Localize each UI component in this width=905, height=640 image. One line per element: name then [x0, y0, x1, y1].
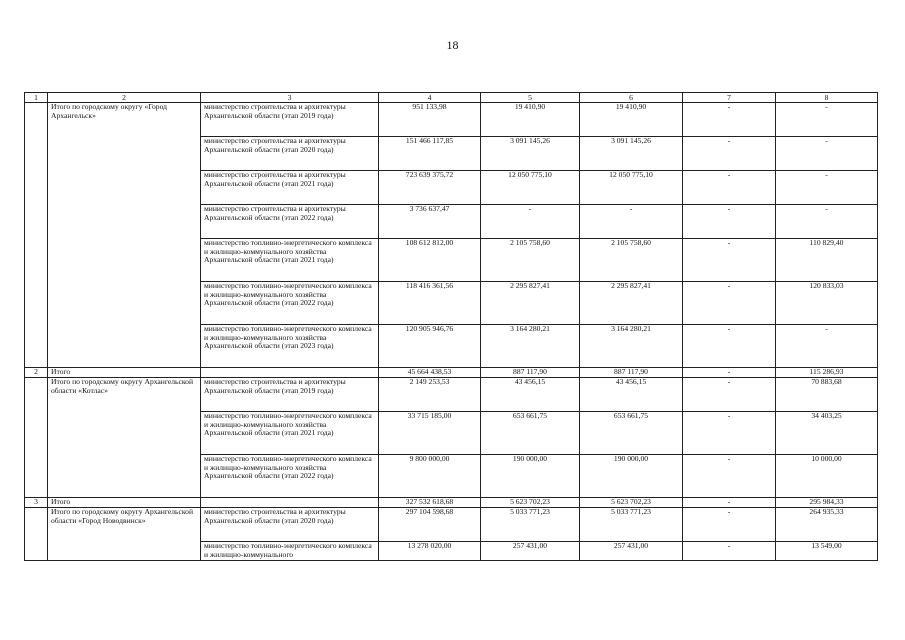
value-cell: - — [683, 171, 776, 205]
value-cell: 5 033 771,23 — [580, 508, 683, 542]
value-cell: 2 105 758,60 — [481, 239, 580, 282]
value-cell: 33 715 185,00 — [379, 412, 481, 455]
value-cell: 10 000,00 — [776, 455, 878, 498]
value-cell: - — [683, 542, 776, 561]
total-label: Итого — [48, 368, 201, 378]
value-cell: - — [683, 498, 776, 508]
value-cell: 297 104 598,68 — [379, 508, 481, 542]
ministry-cell: министерство строительства и архитектуры Архангельской области (этап 2020 года) — [201, 508, 379, 542]
column-number: 7 — [683, 93, 776, 103]
ministry-cell: министерство топливно-энергетического комплекса и жилищно-коммунального — [201, 542, 379, 561]
value-cell: 5 623 702,23 — [580, 498, 683, 508]
row-index — [25, 378, 48, 498]
value-cell: - — [683, 368, 776, 378]
column-number: 5 — [481, 93, 580, 103]
ministry-cell — [201, 368, 379, 378]
value-cell: 120 833,03 — [776, 282, 878, 325]
municipality-name: Итого по городскому округу «Город Архангельск» — [48, 103, 201, 368]
value-cell: 45 664 438,53 — [379, 368, 481, 378]
value-cell: 2 295 827,41 — [481, 282, 580, 325]
value-cell: - — [683, 103, 776, 137]
value-cell: 887 117,90 — [481, 368, 580, 378]
value-cell: 3 091 145,26 — [580, 137, 683, 171]
row-index — [25, 103, 48, 368]
ministry-cell: министерство топливно-энергетического комплекса и жилищно-коммунального хозяйства Архангельской области (этап 2022 года) — [201, 455, 379, 498]
value-cell: 19 410,90 — [481, 103, 580, 137]
row-index: 2 — [25, 368, 48, 378]
total-row — [25, 368, 878, 378]
value-cell: 5 033 771,23 — [481, 508, 580, 542]
value-cell: 951 133,98 — [379, 103, 481, 137]
value-cell: 887 117,90 — [580, 368, 683, 378]
value-cell: 13 278 020,00 — [379, 542, 481, 561]
value-cell: 70 883,68 — [776, 378, 878, 412]
value-cell: 34 403,25 — [776, 412, 878, 455]
budget-table — [24, 92, 878, 561]
value-cell: 190 000,00 — [580, 455, 683, 498]
table-row — [25, 103, 878, 137]
value-cell: - — [683, 205, 776, 239]
value-cell: - — [683, 239, 776, 282]
ministry-cell — [201, 498, 379, 508]
value-cell: 3 164 280,21 — [481, 325, 580, 368]
value-cell: 12 050 775,10 — [580, 171, 683, 205]
value-cell: - — [776, 325, 878, 368]
value-cell: 295 984,33 — [776, 498, 878, 508]
municipality-name: Итого по городскому округу Архангельской области «Котлас» — [48, 378, 201, 498]
value-cell: - — [776, 137, 878, 171]
value-cell: 5 623 702,23 — [481, 498, 580, 508]
table-row — [25, 508, 878, 542]
ministry-cell: министерство строительства и архитектуры Архангельской области (этап 2021 года) — [201, 171, 379, 205]
value-cell: 115 286,93 — [776, 368, 878, 378]
ministry-cell: министерство строительства и архитектуры Архангельской области (этап 2019 года) — [201, 103, 379, 137]
column-number: 6 — [580, 93, 683, 103]
value-cell: - — [683, 282, 776, 325]
row-index — [25, 508, 48, 561]
value-cell: - — [683, 325, 776, 368]
value-cell: - — [683, 455, 776, 498]
value-cell: 43 456,15 — [580, 378, 683, 412]
value-cell: 3 736 637,47 — [379, 205, 481, 239]
municipality-name: Итого по городскому округу Архангельской области «Город Новодвинск» — [48, 508, 201, 561]
value-cell: 2 295 827,41 — [580, 282, 683, 325]
value-cell: 2 105 758,60 — [580, 239, 683, 282]
ministry-cell: министерство топливно-энергетического комплекса и жилищно-коммунального хозяйства Архангельской области (этап 2021 года) — [201, 239, 379, 282]
value-cell: 653 661,75 — [580, 412, 683, 455]
value-cell: 257 431,00 — [580, 542, 683, 561]
total-row — [25, 498, 878, 508]
value-cell: 257 431,00 — [481, 542, 580, 561]
value-cell: 12 050 775,10 — [481, 171, 580, 205]
column-number: 4 — [379, 93, 481, 103]
ministry-cell: министерство строительства и архитектуры Архангельской области (этап 2019 года) — [201, 378, 379, 412]
value-cell: 9 800 000,00 — [379, 455, 481, 498]
value-cell: 120 905 946,76 — [379, 325, 481, 368]
value-cell: 43 456,15 — [481, 378, 580, 412]
value-cell: 723 639 375,72 — [379, 171, 481, 205]
value-cell: 653 661,75 — [481, 412, 580, 455]
value-cell: 118 416 361,56 — [379, 282, 481, 325]
row-index: 3 — [25, 498, 48, 508]
value-cell: 327 532 618,68 — [379, 498, 481, 508]
value-cell: - — [481, 205, 580, 239]
value-cell: 13 549,00 — [776, 542, 878, 561]
value-cell: - — [776, 171, 878, 205]
value-cell: - — [683, 412, 776, 455]
ministry-cell: министерство строительства и архитектуры Архангельской области (этап 2022 года) — [201, 205, 379, 239]
value-cell: 3 091 145,26 — [481, 137, 580, 171]
column-number: 3 — [201, 93, 379, 103]
value-cell: 264 935,33 — [776, 508, 878, 542]
column-number: 2 — [48, 93, 201, 103]
value-cell: 19 410,90 — [580, 103, 683, 137]
value-cell: - — [683, 378, 776, 412]
value-cell: 108 612 812,00 — [379, 239, 481, 282]
value-cell: - — [580, 205, 683, 239]
value-cell: 3 164 280,21 — [580, 325, 683, 368]
value-cell: 110 829,40 — [776, 239, 878, 282]
page-number: 18 — [446, 38, 459, 52]
value-cell: 151 466 117,85 — [379, 137, 481, 171]
ministry-cell: министерство топливно-энергетического комплекса и жилищно-коммунального хозяйства Архангельской области (этап 2021 года) — [201, 412, 379, 455]
column-number: 8 — [776, 93, 878, 103]
value-cell: - — [776, 103, 878, 137]
column-number-row — [25, 93, 878, 103]
ministry-cell: министерство топливно-энергетического комплекса и жилищно-коммунального хозяйства Архангельской области (этап 2023 года) — [201, 325, 379, 368]
value-cell: - — [776, 205, 878, 239]
value-cell: 190 000,00 — [481, 455, 580, 498]
value-cell: - — [683, 137, 776, 171]
ministry-cell: министерство топливно-энергетического комплекса и жилищно-коммунального хозяйства Архангельской области (этап 2022 года) — [201, 282, 379, 325]
value-cell: - — [683, 508, 776, 542]
total-label: Итого — [48, 498, 201, 508]
ministry-cell: министерство строительства и архитектуры Архангельской области (этап 2020 года) — [201, 137, 379, 171]
table-row — [25, 378, 878, 412]
column-number: 1 — [25, 93, 48, 103]
value-cell: 2 149 253,53 — [379, 378, 481, 412]
